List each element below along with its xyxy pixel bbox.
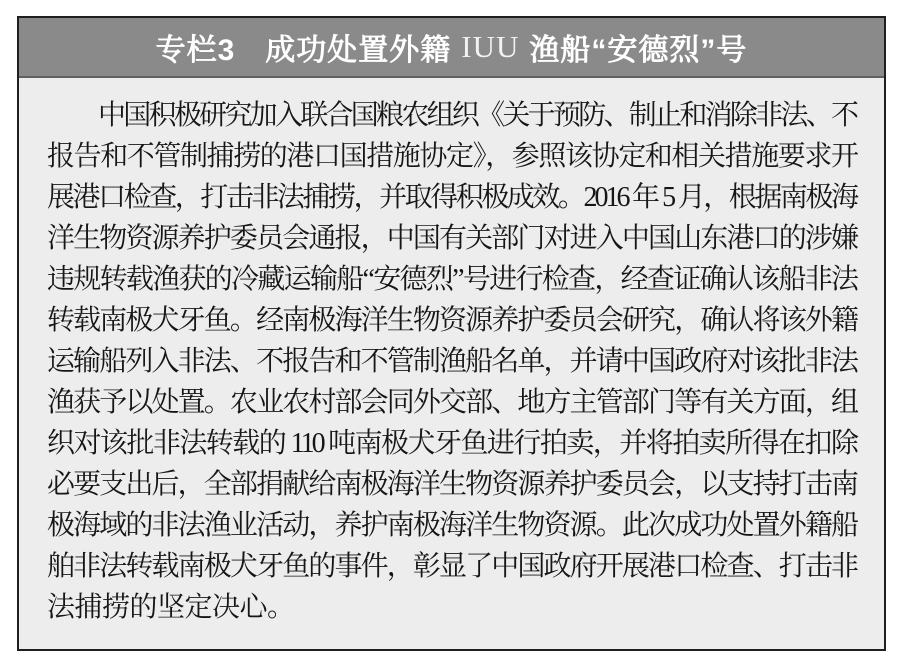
paragraph-line: 报告和不管制捕捞的港口国措施协定》，参照该协定和相关措施要求开 <box>47 141 856 172</box>
paragraph-line: 必要支出后，全部捐献给南极海洋生物资源养护委员会，以支持打击南 <box>47 469 856 500</box>
paragraph-line: 渔获予以处置。农业农村部会同外交部、地方主管部门等有关方面，组 <box>47 387 856 418</box>
paragraph-line: 违规转载渔获的冷藏运输船“安德烈”号进行检查，经查证确认该船非法 <box>47 264 856 295</box>
paragraph-line: 运输船列入非法、不报告和不管制渔船名单，并请中国政府对该批非法 <box>47 346 856 377</box>
paragraph-line: 舶非法转载南极犬牙鱼的事件，彰显了中国政府开展港口检查、打击非 <box>47 551 856 582</box>
column-number-label: 专栏3 <box>155 34 236 67</box>
column-title-text-post: 渔船“安德烈”号 <box>529 34 748 67</box>
column-title-latin: IUU <box>461 29 520 64</box>
column-box <box>17 16 886 651</box>
paragraph-line: 转载南极犬牙鱼。经南极海洋生物资源养护委员会研究，确认将该外籍 <box>47 305 856 336</box>
column-body <box>19 78 884 628</box>
column-title-text-pre: 成功处置外籍 <box>265 34 452 67</box>
paragraph-line: 织对该批非法转载的 110 吨南极犬牙鱼进行拍卖，并将拍卖所得在扣除 <box>47 428 856 459</box>
paragraph-line: 法捕捞的坚定决心。 <box>47 592 295 623</box>
paragraph-line: 展港口检查，打击非法捕捞，并取得积极成效。2016 年 5 月，根据南极海 <box>47 182 856 213</box>
paragraph-line: 中国积极研究加入联合国粮农组织《关于预防、制止和消除非法、不 <box>98 100 856 131</box>
paragraph-line: 洋生物资源养护委员会通报，中国有关部门对进入中国山东港口的涉嫌 <box>47 223 856 254</box>
column-header <box>19 18 884 78</box>
paragraph-line: 极海域的非法渔业活动，养护南极海洋生物资源。此次成功处置外籍船 <box>47 510 856 541</box>
